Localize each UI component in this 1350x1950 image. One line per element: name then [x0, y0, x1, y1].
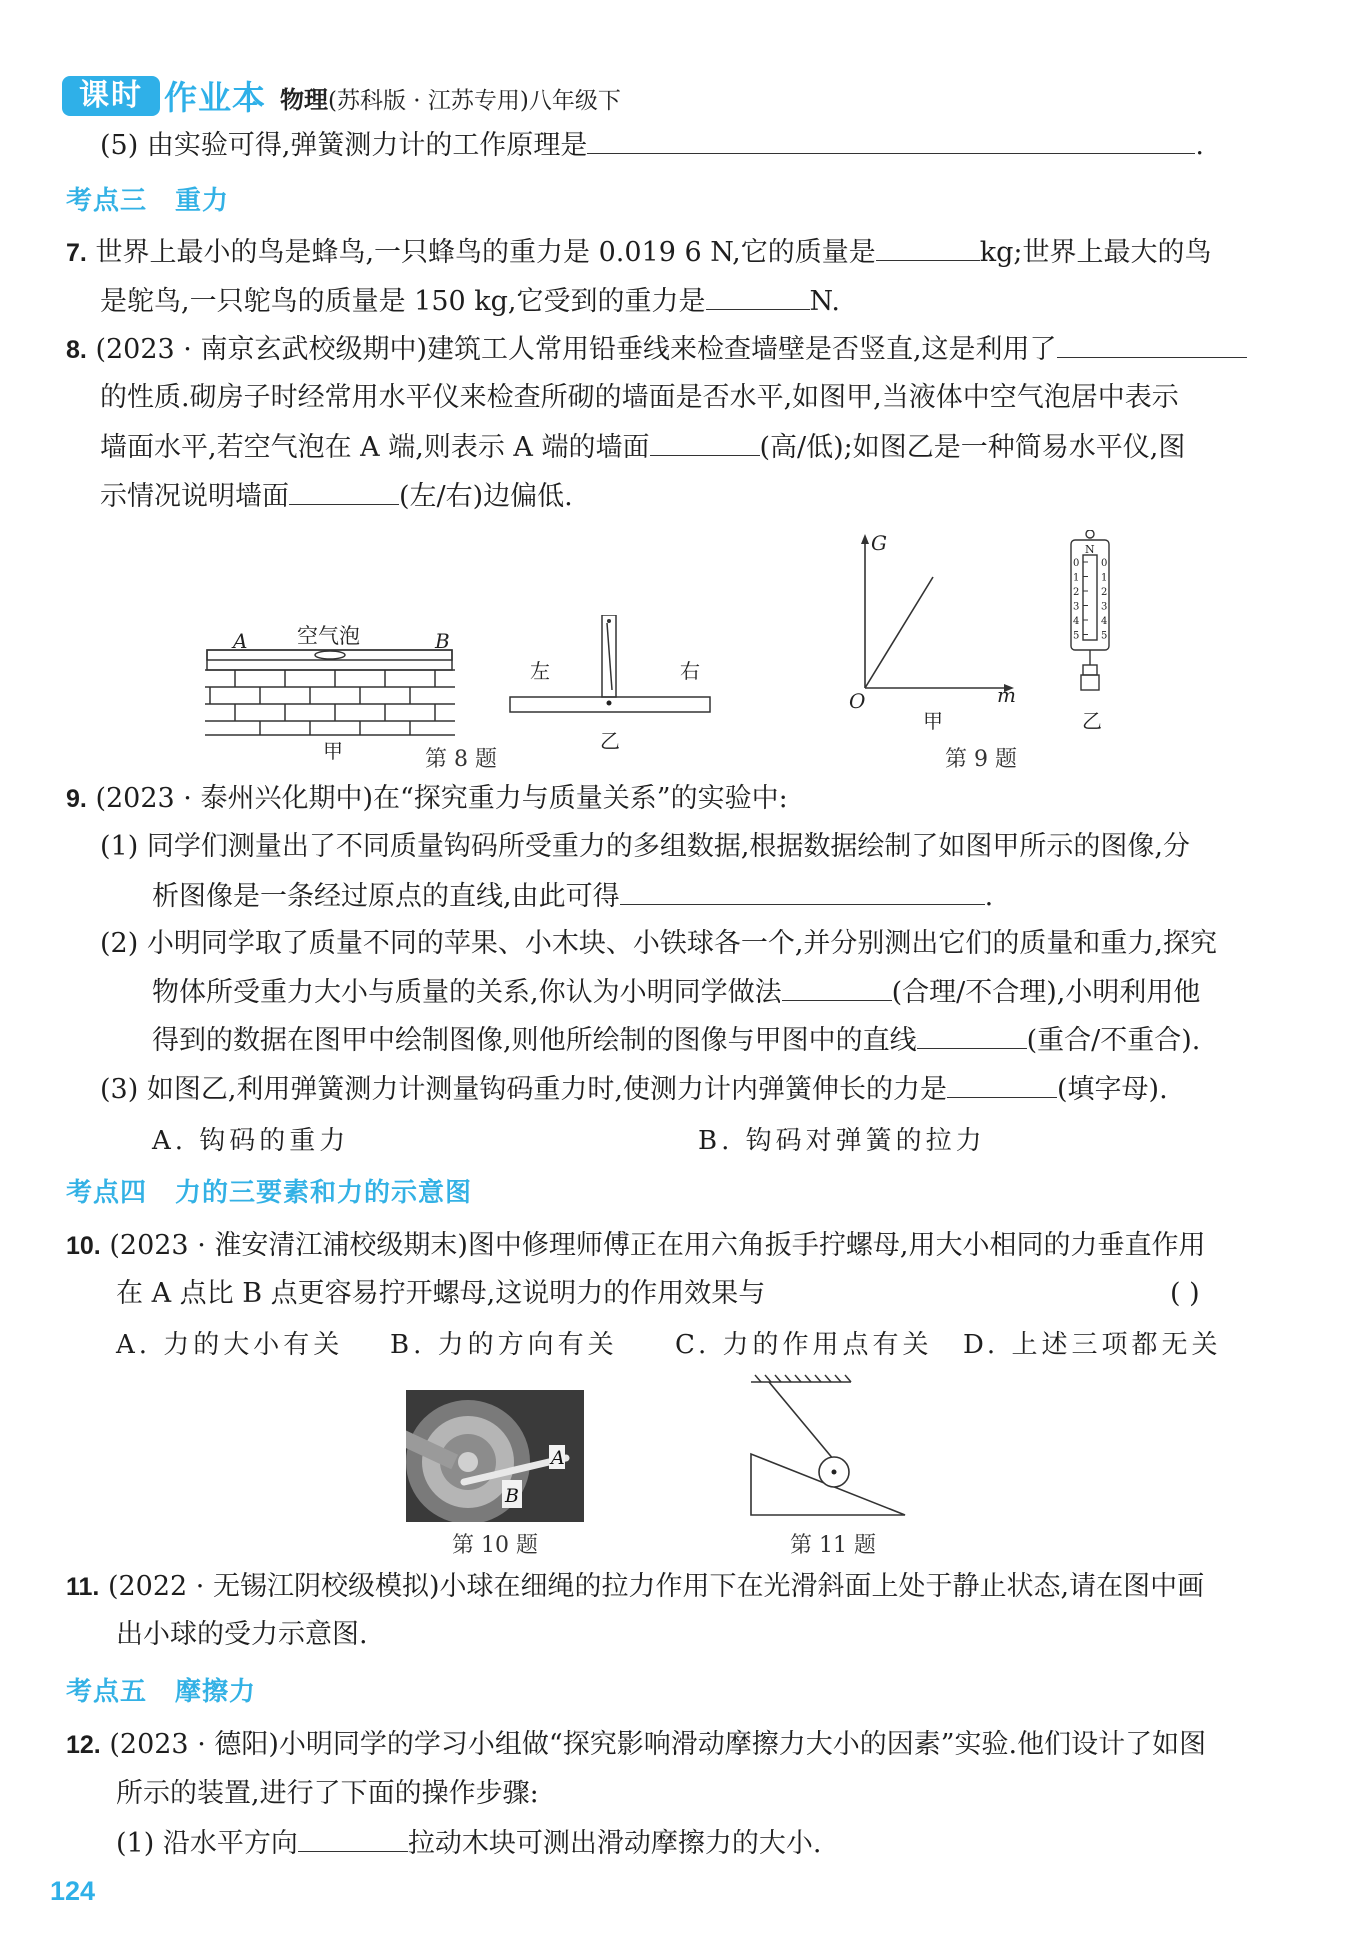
- q8-text: 示情况说明墙面: [100, 481, 289, 512]
- subject-label: 物理: [280, 86, 328, 114]
- answer-blank[interactable]: [947, 1069, 1057, 1098]
- q7-text: kg;世界上最大的鸟: [979, 237, 1212, 268]
- scale-label-right: 0: [1101, 558, 1108, 569]
- answer-blank[interactable]: [298, 1823, 408, 1852]
- q9-text: .: [984, 881, 994, 912]
- brick-wall: [205, 650, 455, 735]
- label-bubble: 空气泡: [297, 624, 360, 648]
- fig9-diagram: [845, 530, 1125, 745]
- section-label: 考点三: [66, 185, 148, 215]
- air-bubble: [315, 651, 345, 659]
- label-jia: 甲: [323, 739, 343, 763]
- section-label: 考点五: [66, 1676, 148, 1706]
- q8-text: (2023 · 南京玄武校级期中)建筑工人常用铅垂线来检查墙壁是否竖直,这是利用了: [95, 334, 1057, 365]
- q9-text: (3) 如图乙,利用弹簧测力计测量钩码重力时,使测力计内弹簧伸长的力是: [100, 1074, 947, 1105]
- q10-option-d[interactable]: D. 上述三项都无关: [963, 1330, 1222, 1360]
- section-label: 考点四: [66, 1177, 148, 1207]
- scale-label-right: 5: [1101, 630, 1108, 642]
- axis-g: G: [871, 531, 887, 555]
- q8-text: 的性质.砌房子时经常用水平仪来检查所砌的墙面是否水平,如图甲,当液体中空气泡居中表示: [100, 382, 1179, 413]
- answer-blank[interactable]: [650, 427, 760, 456]
- q7-line1: [66, 232, 1212, 273]
- q9-p2a: [100, 924, 1217, 964]
- answer-blank[interactable]: [289, 476, 399, 505]
- scale-label-left: 1: [1073, 572, 1080, 584]
- graph-line: [865, 577, 933, 688]
- q12-text: (2023 · 德阳)小明同学的学习小组做“探究影响滑动摩擦力大小的因素”实验.他们设计了如图: [109, 1729, 1207, 1760]
- q10-option-a[interactable]: A. 力的大小有关: [116, 1330, 344, 1360]
- q7-text: N.: [809, 286, 840, 317]
- label-right: 右: [680, 659, 700, 683]
- q9-option-a[interactable]: A. 钩码的重力: [152, 1126, 350, 1156]
- string: [769, 1382, 834, 1460]
- label-yi: 乙: [600, 729, 620, 753]
- scale-label-left: 3: [1073, 601, 1080, 613]
- fig8-caption: 第 8 题: [425, 747, 497, 772]
- header-subtitle: [280, 80, 621, 115]
- scale-label-left: 0: [1073, 558, 1080, 569]
- logo-badge: 课时: [62, 76, 160, 116]
- fig11-caption: 第 11 题: [790, 1533, 876, 1558]
- q11-text: (2022 · 无锡江阴校级模拟)小球在细绳的拉力作用下在光滑斜面上处于静止状态,请在图中画: [107, 1571, 1205, 1602]
- scale-ticks: [1073, 558, 1107, 642]
- q8-text: 墙面水平,若空气泡在 A 端,则表示 A 端的墙面: [100, 432, 650, 463]
- q9-p1a: [100, 827, 1190, 867]
- section-header-5: [66, 1671, 256, 1708]
- q8-text: (高/低);如图乙是一种简易水平仪,图: [759, 432, 1186, 463]
- answer-blank[interactable]: [1057, 329, 1247, 358]
- q11-line1: [66, 1567, 1204, 1607]
- center-mark: [607, 701, 612, 706]
- scale-unit: N: [1085, 543, 1095, 556]
- q8-line2: [100, 378, 1179, 418]
- question-number: 8.: [66, 336, 87, 364]
- scale-label-right: 1: [1101, 572, 1108, 584]
- section-header-3: [66, 180, 229, 217]
- question-number: 7.: [66, 239, 87, 267]
- section-title: 力的三要素和力的示意图: [175, 1177, 473, 1207]
- question-number: 11.: [66, 1573, 100, 1601]
- q9-p1b: [152, 876, 993, 917]
- label-a: A: [551, 1447, 565, 1469]
- q12-text: 拉动木块可测出滑动摩擦力的大小.: [407, 1828, 822, 1859]
- q9-line1: [66, 779, 788, 819]
- section-title: 重力: [175, 185, 230, 215]
- scale-label-right: 4: [1101, 616, 1108, 627]
- q10-text: 在 A 点比 B 点更容易拧开螺母,这说明力的作用效果与: [116, 1278, 766, 1309]
- graph-axes: [865, 538, 1010, 688]
- q9-text: 物体所受重力大小与质量的关系,你认为小明同学做法: [152, 977, 782, 1008]
- label-left: 左: [530, 659, 550, 683]
- y-arrow: [861, 534, 869, 544]
- q9-text: (合理/不合理),小明利用他: [891, 977, 1201, 1008]
- q12-line2: [116, 1774, 539, 1814]
- label-yi: 乙: [1082, 709, 1102, 733]
- q9-p3: [100, 1069, 1168, 1110]
- q10-answer-paren[interactable]: ( ): [1170, 1278, 1200, 1309]
- q9-option-b[interactable]: B. 钩码对弹簧的拉力: [698, 1126, 986, 1156]
- axis-m: m: [997, 683, 1016, 707]
- q10-line1: [66, 1226, 1205, 1266]
- scale-label-left: 4: [1073, 616, 1080, 627]
- question-number: 9.: [66, 785, 87, 813]
- axis-origin: O: [849, 689, 866, 713]
- q12-p1: [116, 1823, 821, 1864]
- q9-text: 得到的数据在图甲中绘制图像,则他所绘制的图像与甲图中的直线: [152, 1025, 917, 1056]
- q9-text: (1) 同学们测量出了不同质量钩码所受重力的多组数据,根据数据绘制了如图甲所示的图像,分: [100, 831, 1190, 862]
- q7-text: 世界上最小的鸟是蜂鸟,一只蜂鸟的重力是 0.019 6 N,它的质量是: [95, 237, 876, 268]
- q9-text: (2) 小明同学取了质量不同的苹果、小木块、小铁球各一个,并分别测出它们的质量和重力,探究: [100, 928, 1217, 959]
- q7-text: 是鸵鸟,一只鸵鸟的质量是 150 kg,它受到的重力是: [100, 286, 706, 317]
- q9-text: (2023 · 泰州兴化期中)在“探究重力与质量关系”的实验中:: [95, 783, 788, 814]
- section-title: 摩擦力: [175, 1676, 257, 1706]
- question-number: 10.: [66, 1232, 101, 1260]
- answer-blank[interactable]: [587, 125, 1195, 154]
- pivot-point: [607, 619, 611, 623]
- q9-p2c: [152, 1020, 1200, 1061]
- fig10-caption: 第 10 题: [452, 1533, 538, 1558]
- section-header-4: [66, 1172, 472, 1209]
- edition-label: (苏科版 · 江苏专用)八年级下: [328, 88, 621, 114]
- q11-text: 出小球的受力示意图.: [116, 1619, 368, 1650]
- q7-line2: [100, 281, 840, 322]
- q8-text: (左/右)边偏低.: [399, 481, 573, 512]
- scale-label-right: 2: [1101, 587, 1108, 598]
- q12-line1: [66, 1725, 1206, 1765]
- q10-text: (2023 · 淮安清江浦校级期末)图中修理师傅正在用六角扳手拧螺母,用大小相同的力垂直作用: [109, 1230, 1206, 1261]
- label-b: B: [505, 1485, 519, 1507]
- label-jia: 甲: [923, 709, 943, 733]
- answer-blank[interactable]: [620, 876, 985, 905]
- ceiling: [751, 1375, 851, 1382]
- answer-blank[interactable]: [917, 1020, 1027, 1049]
- fig9-caption: 第 9 题: [945, 747, 1017, 772]
- scale-label-right: 3: [1101, 601, 1108, 613]
- fig11-diagram: [745, 1372, 915, 1522]
- answer-blank[interactable]: [782, 972, 892, 1001]
- q8-line1: [66, 329, 1247, 370]
- q9-text: (填字母).: [1057, 1074, 1168, 1105]
- page-number: 124: [50, 1876, 96, 1906]
- answer-blank[interactable]: [876, 232, 980, 261]
- q10-option-c[interactable]: C. 力的作用点有关: [675, 1330, 933, 1360]
- q10-option-b[interactable]: B. 力的方向有关: [390, 1330, 618, 1360]
- q6-part5-end: .: [1195, 130, 1205, 161]
- ball-center: [832, 1470, 837, 1475]
- q6-part5-text: (5) 由实验可得,弹簧测力计的工作原理是: [100, 130, 588, 161]
- q12-text: 所示的装置,进行了下面的操作步骤:: [116, 1778, 539, 1809]
- q9-text: (重合/不重合).: [1026, 1025, 1201, 1056]
- logo-text: 作业本: [164, 78, 266, 117]
- q10-line2: [116, 1274, 765, 1314]
- label-b: B: [435, 629, 450, 653]
- label-a: A: [233, 629, 248, 653]
- q9-text: 析图像是一条经过原点的直线,由此可得: [152, 881, 620, 912]
- q8-line3: [100, 427, 1185, 468]
- answer-blank[interactable]: [706, 281, 810, 310]
- fig10-photo: [406, 1390, 584, 1522]
- q9-p2b: [152, 972, 1200, 1013]
- scale-label-left: 2: [1073, 587, 1080, 598]
- q11-line2: [116, 1615, 368, 1655]
- scale-label-left: 5: [1073, 630, 1080, 642]
- question-number: 12.: [66, 1731, 101, 1759]
- q8-line4: [100, 476, 573, 517]
- q6-part5: [100, 125, 1204, 166]
- q12-text: (1) 沿水平方向: [116, 1828, 298, 1859]
